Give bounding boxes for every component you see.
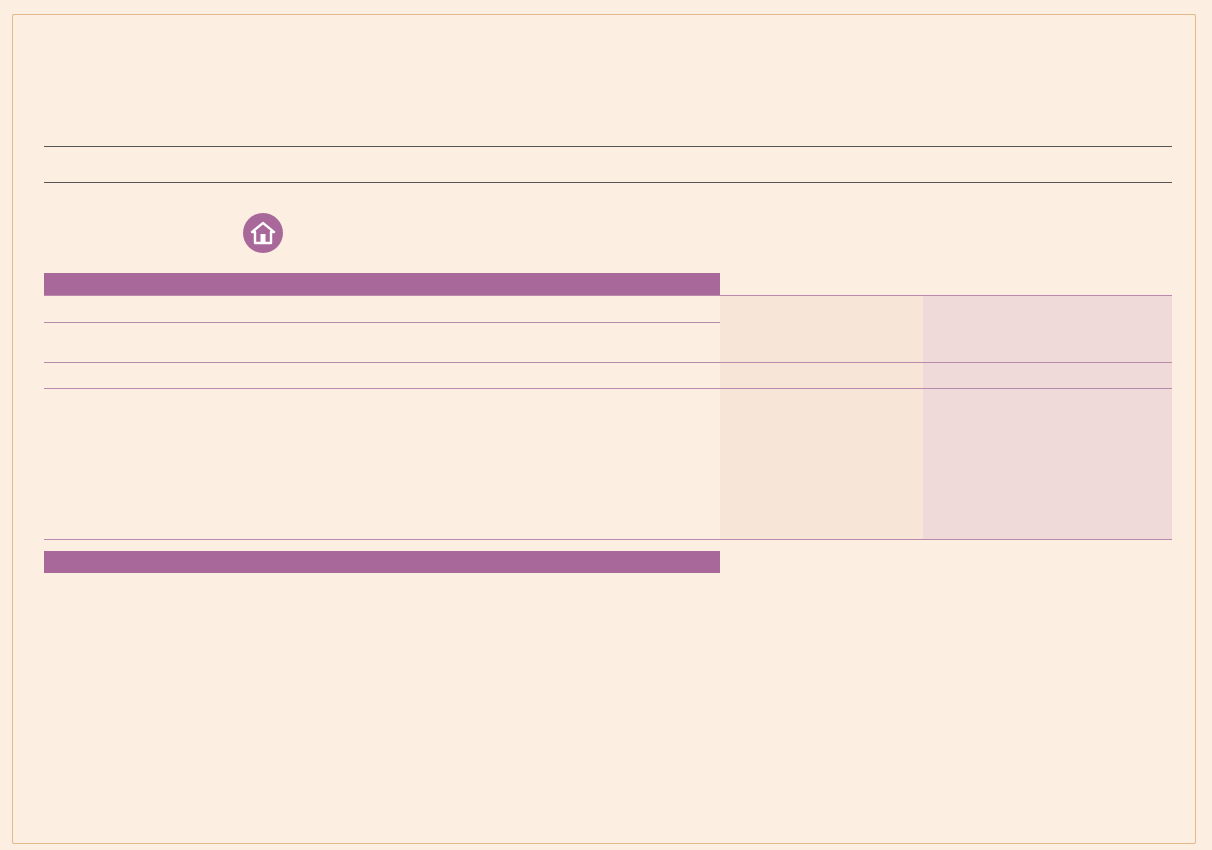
- row-description: [87, 296, 707, 323]
- divider: [44, 146, 1172, 147]
- row-price-lots: [720, 389, 923, 539]
- row-price: [720, 296, 923, 323]
- row-adjudication: [923, 296, 1172, 323]
- pa-logo-right: [1086, 30, 1172, 98]
- pa-logo-left: [30, 30, 116, 98]
- table-row: [44, 389, 1172, 540]
- row-adjudication: [923, 323, 1172, 362]
- section-heading-nice: [44, 273, 720, 295]
- house-icon: [243, 213, 283, 253]
- row-description: [87, 363, 707, 388]
- table-row: [44, 323, 1172, 363]
- divider: [44, 182, 1172, 183]
- results-heading: [243, 212, 297, 254]
- row-price: [720, 323, 923, 362]
- table-row: [44, 295, 1172, 323]
- section-heading-grasse: [44, 551, 720, 573]
- pa-logo-footer: [568, 790, 646, 840]
- table-row: [44, 363, 1172, 389]
- row-adjudication: [923, 363, 1172, 388]
- row-adjudication-lots: [923, 389, 1172, 539]
- footer: [0, 790, 1212, 840]
- row-price: [720, 363, 923, 388]
